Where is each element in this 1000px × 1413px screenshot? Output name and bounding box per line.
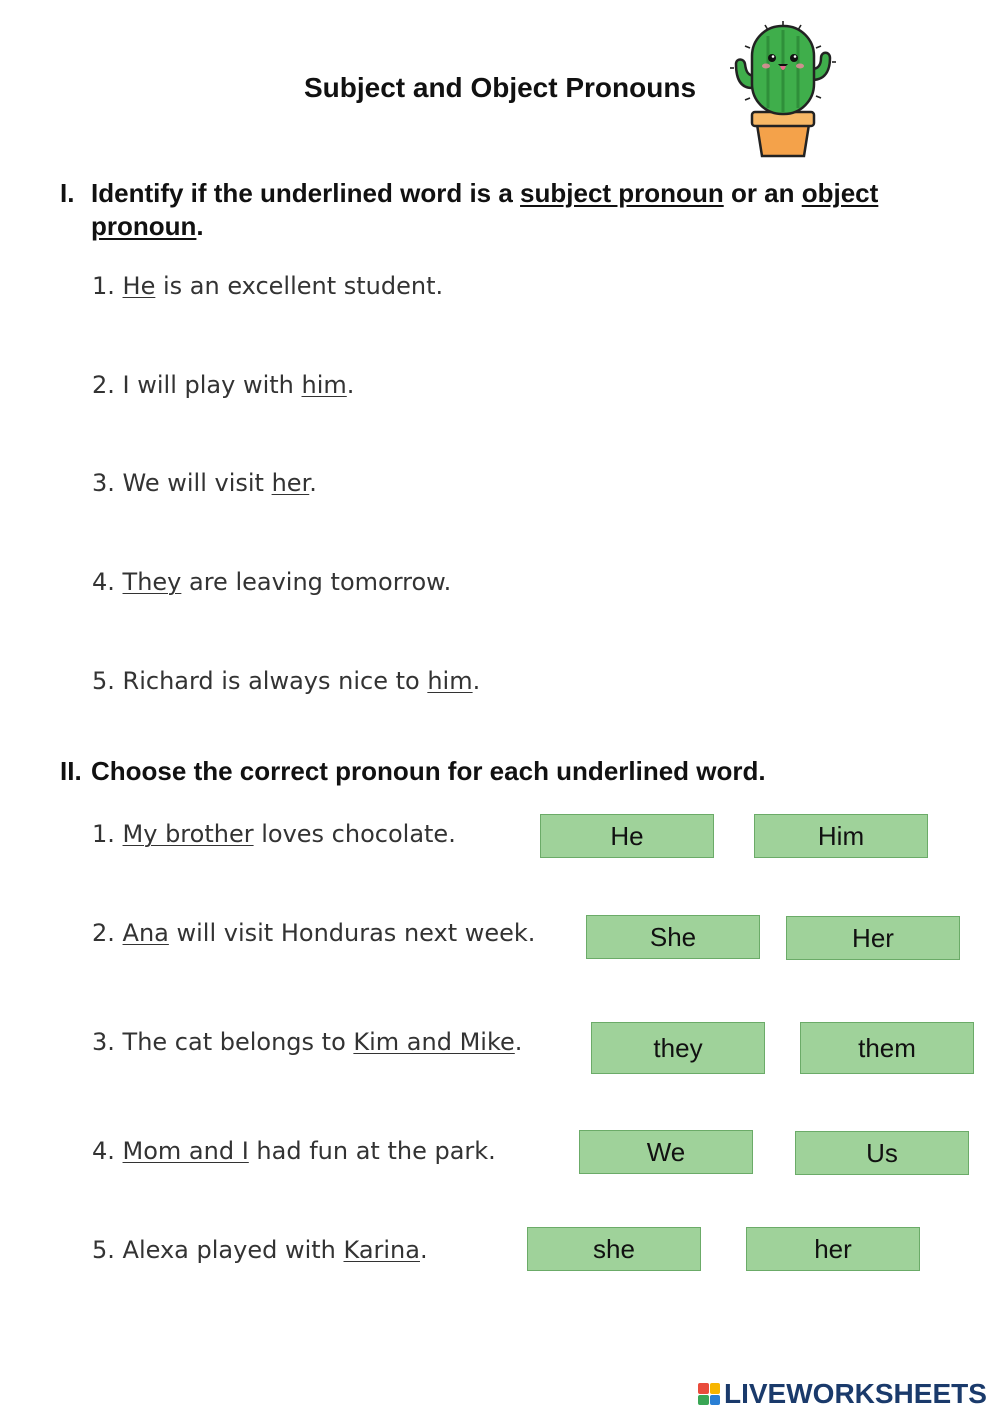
logo-square [710,1383,721,1394]
option-button-them[interactable]: them [800,1022,974,1074]
underlined-word: her [271,469,310,497]
section-2-number: II. [60,756,82,786]
heading-text: . [196,211,204,241]
option-button-us[interactable]: Us [795,1131,969,1175]
s2-item-5: 5. Alexa played with Karina. [92,1236,428,1264]
logo-square [710,1395,721,1406]
underlined-word: My brother [122,820,254,848]
underlined-word: him [427,667,473,695]
underlined-word: They [122,568,182,596]
s1-item-1: 1. He is an excellent student. [92,272,444,300]
s2-item-1: 1. My brother loves chocolate. [92,820,456,848]
s1-item-5: 5. Richard is always nice to him. [92,667,481,695]
underlined-word: He [122,272,156,300]
underlined-word: Kim and Mike [353,1028,515,1056]
s1-item-3: 3. We will visit her. [92,469,317,497]
section-2-text: Choose the correct pronoun for each underlined word. [91,756,766,786]
s2-item-2: 2. Ana will visit Honduras next week. [92,919,536,947]
option-button-they[interactable]: they [591,1022,765,1074]
option-button-her-lower[interactable]: her [746,1227,920,1271]
option-button-she-lower[interactable]: she [527,1227,701,1271]
logo-text: LIVEWORKSHEETS [724,1378,987,1409]
underlined-word: Ana [122,919,169,947]
section-1-number: I. [60,178,75,208]
option-button-we[interactable]: We [579,1130,753,1174]
page-title: Subject and Object Pronouns [303,72,697,103]
underlined-word: Karina [343,1236,420,1264]
section-1-heading [60,177,940,243]
option-button-her[interactable]: Her [786,916,960,960]
term-object-pronoun-cont: pronoun [91,211,197,241]
term-object-pronoun: object [801,178,879,208]
s1-item-2: 2. I will play with him. [92,371,355,399]
option-button-she[interactable]: She [586,915,760,959]
option-button-he[interactable]: He [540,814,714,858]
option-button-him[interactable]: Him [754,814,928,858]
logo-square [698,1395,709,1406]
logo-mark-icon [698,1383,720,1405]
heading-text: Identify if the underlined word is a [91,178,521,208]
logo-square [698,1383,709,1394]
term-subject-pronoun: subject pronoun [520,178,724,208]
section-2-heading [60,755,940,788]
s1-item-4: 4. They are leaving tomorrow. [92,568,452,596]
heading-text: or an [723,178,802,208]
cactus-icon [728,18,838,160]
liveworksheets-logo [698,1377,987,1411]
underlined-word: him [301,371,347,399]
underlined-word: Mom and I [122,1137,249,1165]
s2-item-4: 4. Mom and I had fun at the park. [92,1137,496,1165]
s2-item-3: 3. The cat belongs to Kim and Mike. [92,1028,523,1056]
